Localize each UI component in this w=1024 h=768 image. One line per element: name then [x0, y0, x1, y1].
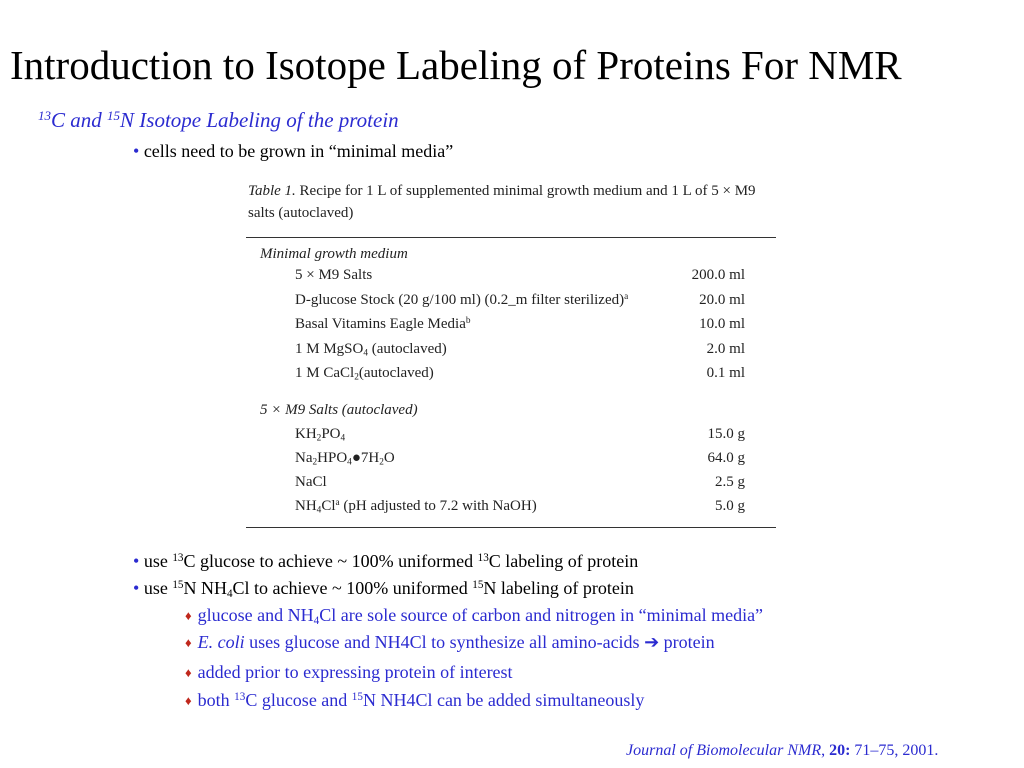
table-rule-top	[246, 237, 776, 238]
table-caption: Table 1. Recipe for 1 L of supplemented minimal growth medium and 1 L of 5 × M9 salts (autoclaved)	[248, 183, 756, 221]
bullet-15n-nh4cl: • use $^{15}$N $NH_4Cl$ to achieve ~ 100% uniformed $^{15}$N labeling of protein	[133, 578, 634, 600]
recipe-table-figure	[246, 180, 776, 530]
sub-bullet-ecoli: ♦ E. coli uses glucose and NH4Cl to synthesize all amino-acids ➔ protein	[185, 632, 715, 652]
table-row: $NH_4Cl^a$ (pH adjusted to 7.2 with NaOH) 5.0 g	[295, 497, 745, 516]
journal-citation: Journal of Biomolecular NMR, 20: 71–75, 2001.	[626, 742, 939, 759]
bullet-icon: •	[133, 141, 140, 161]
table-section-heading: Minimal growth medium	[260, 246, 408, 262]
table-row: 1 M CaCl$_2$(autoclaved) 0.1 ml	[295, 365, 745, 383]
bullet-icon: •	[133, 578, 140, 598]
bullet-minimal-media: • cells need to be grown in “minimal media”	[133, 141, 454, 161]
slide-title: Introduction to Isotope Labeling of Proteins For NMR	[10, 42, 902, 88]
table-row: 1 M MgSO$_4$ (autoclaved) 2.0 ml	[295, 341, 745, 359]
table-rule-bottom	[246, 527, 776, 528]
bullet-13c-glucose: • use $^{13}$C glucose to achieve ~ 100% uniformed $^{13}$C labeling of protein	[133, 551, 639, 571]
sub-bullet-added-prior: ♦ added prior to expressing protein of interest	[185, 662, 513, 682]
table-row: NaCl 2.5 g	[295, 474, 745, 490]
bullet-icon: •	[133, 551, 140, 571]
table-row: D-glucose Stock (20 g/100 ml) (0.2_m filter sterilized)$^a$ 20.0 ml	[295, 291, 745, 308]
arrow-right-icon: ➔	[644, 632, 660, 652]
diamond-bullet-icon: ♦	[185, 693, 192, 708]
table-row: $Na_2HPO_4●7H_2O$ 64.0 g	[295, 450, 745, 468]
table-row: 5 × M9 Salts 200.0 ml	[295, 267, 745, 283]
sub-bullet-sole-source: ♦ glucose and $NH_4Cl$ are sole source of carbon and nitrogen in “minimal media”	[185, 605, 764, 627]
diamond-bullet-icon: ♦	[185, 665, 192, 680]
table-row: Basal Vitamins Eagle Media$^b$ 10.0 ml	[295, 315, 745, 332]
diamond-bullet-icon: ♦	[185, 608, 192, 623]
sub-bullet-simultaneous: ♦ both $^{13}$C glucose and $^{15}$N NH4Cl can be added simultaneously	[185, 690, 645, 710]
diamond-bullet-icon: ♦	[185, 635, 192, 650]
table-row: $KH_2PO_4$ 15.0 g	[295, 426, 745, 444]
table-section-heading: 5 × M9 Salts (autoclaved)	[260, 402, 418, 418]
section-heading: $^{13}$C and $^{15}$N Isotope Labeling of the protein	[38, 107, 399, 132]
